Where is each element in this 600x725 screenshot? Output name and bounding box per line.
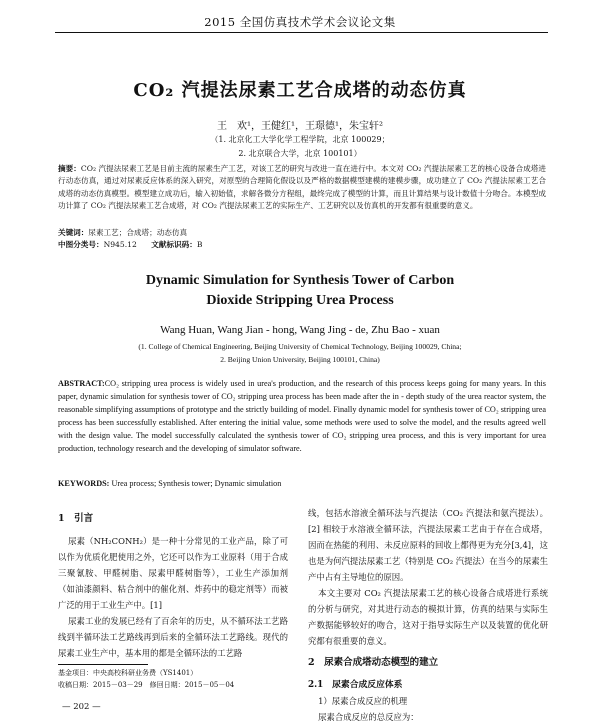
doc-text: B [196,240,203,249]
english-keywords-text: Urea process; Synthesis tower; Dynamic simulation [111,479,282,488]
footnote-funding: 基金项目：中央高校科研业务费（YS1401） [58,669,198,677]
header-rule [55,32,548,33]
chinese-abstract-label: 摘要： [58,164,81,173]
left-column [58,505,288,661]
right-paragraph-1: 线，包括水溶液全循环法与汽提法（CO₂ 汽提法和氨汽提法）。[2] 相较于水溶液全循环法，汽提法尿素工艺由于存在合成塔，因而在热能的利用、未反应原料的回收上都得更为充分[3,4]，这也是为何汽提法尿素工艺（特别是 CO₂ 汽提法）在当今的尿素生产中占有主导地位的原因。 [308,508,548,582]
english-keywords [58,479,546,488]
left-paragraph-1: 尿素（NH₂CONH₂）是一种十分常见的工业产品，除了可以作为优质化肥使用之外，它还可以作为工业原料（用于合成三聚氰胺、甲醛树脂、尿素甲醛树脂等），工业生产添加剂（如油漆颜料、粘合剂中的催化剂、炸药中的稳定剂等）而被广泛的用于工业生产中。[1] [58,536,288,610]
chinese-abstract-text: CO₂ 汽提法尿素工艺是目前主流的尿素生产工艺，对该工艺的研究与改进一直在进行中。本文对 CO₂ 汽提法尿素工艺的核心设备合成塔进行动态仿真，通过对尿素反应体系的深入研究，对原型的合理简化假设以及严格的数据模型建模的建模步骤，成功建立了 CO₂ 汽提法尿素工艺合成塔的动态仿真模型。模型建立成功后，输入初始值，求解各微分方程组，最终完成了模型的计算，而且计算结果与设计数值十分吻合。本模型成功计算了 CO₂ 汽提法尿素工艺合成塔，对 CO₂ 汽提法尿素工艺的实际生产、工艺研究以及仿真机的开发都有很重要的意义。 [58,164,547,211]
page-number: — 202 — [62,702,101,712]
class-text: N945.12 [103,240,137,249]
english-affiliation-1: (1. College of Chemical Engineering, Beijing University of Chemical Technology, Beijing 100029, China; [138,342,462,351]
class-label: 中图分类号： [58,240,104,249]
chinese-keywords [58,227,546,239]
chinese-affiliation-1: （1. 北京化工大学化学工程学院，北京 100029； [210,135,390,144]
running-head: 2015 全国仿真技术学术会议论文集 [204,15,396,29]
chinese-authors: 王 欢¹，王健红¹，王璟德¹，朱宝轩² [216,121,384,132]
chinese-abstract [58,163,546,213]
english-authors: Wang Huan, Wang Jian - hong, Wang Jing - de, Zhu Bao - xuan [160,324,440,336]
english-abstract-text: CO₂ stripping urea process is widely used in urea's production, and the research of this process keeps going for many years. In this paper, dynamic simulation for synthesis tower of CO₂ stripping urea process has been made after the in - depth study of the urea reactor system, the reasonable simplifying assumptions of prototype and the strictly building of model. Finally dynamic model for synthesis tower of CO₂ stripping urea process has been successfully established. After entering the initial value, some methods were used to solve the model, and the results agreed well with the design value. The model successfully calculated the synthesis tower of CO₂ stripping urea process, and this is very important for urea production, technology research and the developing of simulator software. [58,379,546,453]
right-paragraph-2: 本文主要对 CO₂ 汽提法尿素工艺的核心设备合成塔进行系统的分析与研究，对其进行动态的模拟计算，仿真的结果与实际生产数据能够较好的吻合，这对于指导实际生产以及装置的优化研究都有很重要的意义。 [308,588,548,646]
chinese-classification [58,239,546,251]
section-2-heading: 2 尿素合成塔动态模型的建立 [308,657,439,668]
doc-label: 文献标识码： [151,240,197,249]
english-keywords-label: KEYWORDS: [58,479,110,488]
chinese-keywords-label: 关键词： [58,228,89,237]
footnote-dates: 收稿日期：2015－03－29 修回日期：2015－05－04 [58,681,235,689]
english-abstract-label: ABSTRACT: [58,379,105,388]
chinese-title: CO₂ 汽提法尿素工艺合成塔的动态仿真 [133,80,467,101]
english-abstract [58,378,546,455]
section-2-1-1-heading: 1）尿素合成反应的机理 [318,696,408,706]
section-2-1-1-text: 尿素合成反应的总反应为： [318,712,419,722]
english-title-line-1: Dynamic Simulation for Synthesis Tower of Carbon [145,273,455,288]
english-affiliation-2: 2. Beijing Union University, Beijing 100101, China) [220,355,380,364]
section-1-heading: 1 引言 [58,513,94,524]
english-title [0,271,600,311]
chinese-keywords-text: 尿素工艺；合成塔；动态仿真 [88,228,188,237]
section-2-1-heading: 2.1 尿素合成反应体系 [308,680,403,690]
chinese-affiliation-2: 2. 北京联合大学，北京 100101） [238,149,362,158]
english-title-line-2: Dioxide Stripping Urea Process [206,293,394,308]
left-paragraph-2: 尿素工业的发展已经有了百余年的历史，从不循环法工艺路线到半循环法工艺路线再到后来的全循环法工艺路线。现代的尿素工业生产中，基本用的都是全循环法的工艺路 [58,616,288,658]
footnote-rule [58,664,148,665]
right-column [308,505,548,725]
